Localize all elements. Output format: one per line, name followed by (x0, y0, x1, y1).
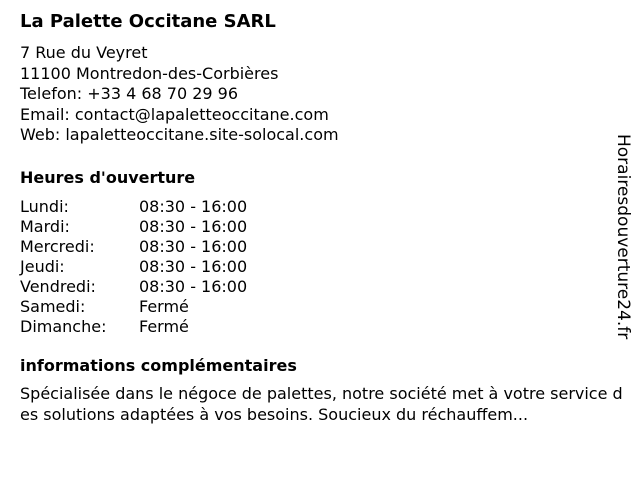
city-address: 11100 Montredon-des-Corbières (20, 63, 279, 83)
hours-row-wednesday (20, 237, 610, 257)
day-label: Dimanche: (20, 316, 107, 336)
hours-row-tuesday (20, 217, 610, 237)
business-description: Spécialisée dans le négoce de palettes, notre société met à votre service des solutions adaptées à vos besoins. Soucieux du réchauffem... (20, 383, 623, 424)
day-label: Vendredi: (20, 276, 96, 296)
contact-block (20, 43, 610, 146)
site-watermark: Horairesdouverture24.fr (613, 134, 633, 340)
opening-hours-table (20, 197, 610, 337)
day-label: Mercredi: (20, 236, 95, 256)
hours-row-saturday (20, 297, 610, 317)
day-label: Mardi: (20, 216, 70, 236)
hours-heading: Heures d'ouverture (20, 167, 196, 187)
day-time: 08:30 - 16:00 (139, 276, 248, 296)
website: Web: lapaletteoccitane.site-solocal.com (20, 125, 339, 144)
day-time: 08:30 - 16:00 (139, 236, 248, 256)
email-address: Email: contact@lapaletteoccitane.com (20, 104, 329, 124)
day-time: 08:30 - 16:00 (139, 256, 248, 276)
day-time: Fermé (139, 316, 189, 336)
hours-row-thursday (20, 257, 610, 277)
hours-row-sunday (20, 317, 610, 337)
info-heading: informations complémentaires (20, 355, 297, 375)
day-time: 08:30 - 16:00 (139, 216, 248, 236)
phone-number: Telefon: +33 4 68 70 29 96 (20, 84, 239, 103)
day-label: Samedi: (20, 296, 86, 316)
day-label: Lundi: (20, 196, 69, 216)
business-name: La Palette Occitane SARL (20, 11, 276, 32)
hours-row-friday (20, 277, 610, 297)
day-time: 08:30 - 16:00 (139, 196, 248, 216)
street-address: 7 Rue du Veyret (20, 43, 148, 62)
day-time: Fermé (139, 296, 189, 316)
hours-row-monday (20, 197, 610, 217)
day-label: Jeudi: (20, 256, 65, 276)
